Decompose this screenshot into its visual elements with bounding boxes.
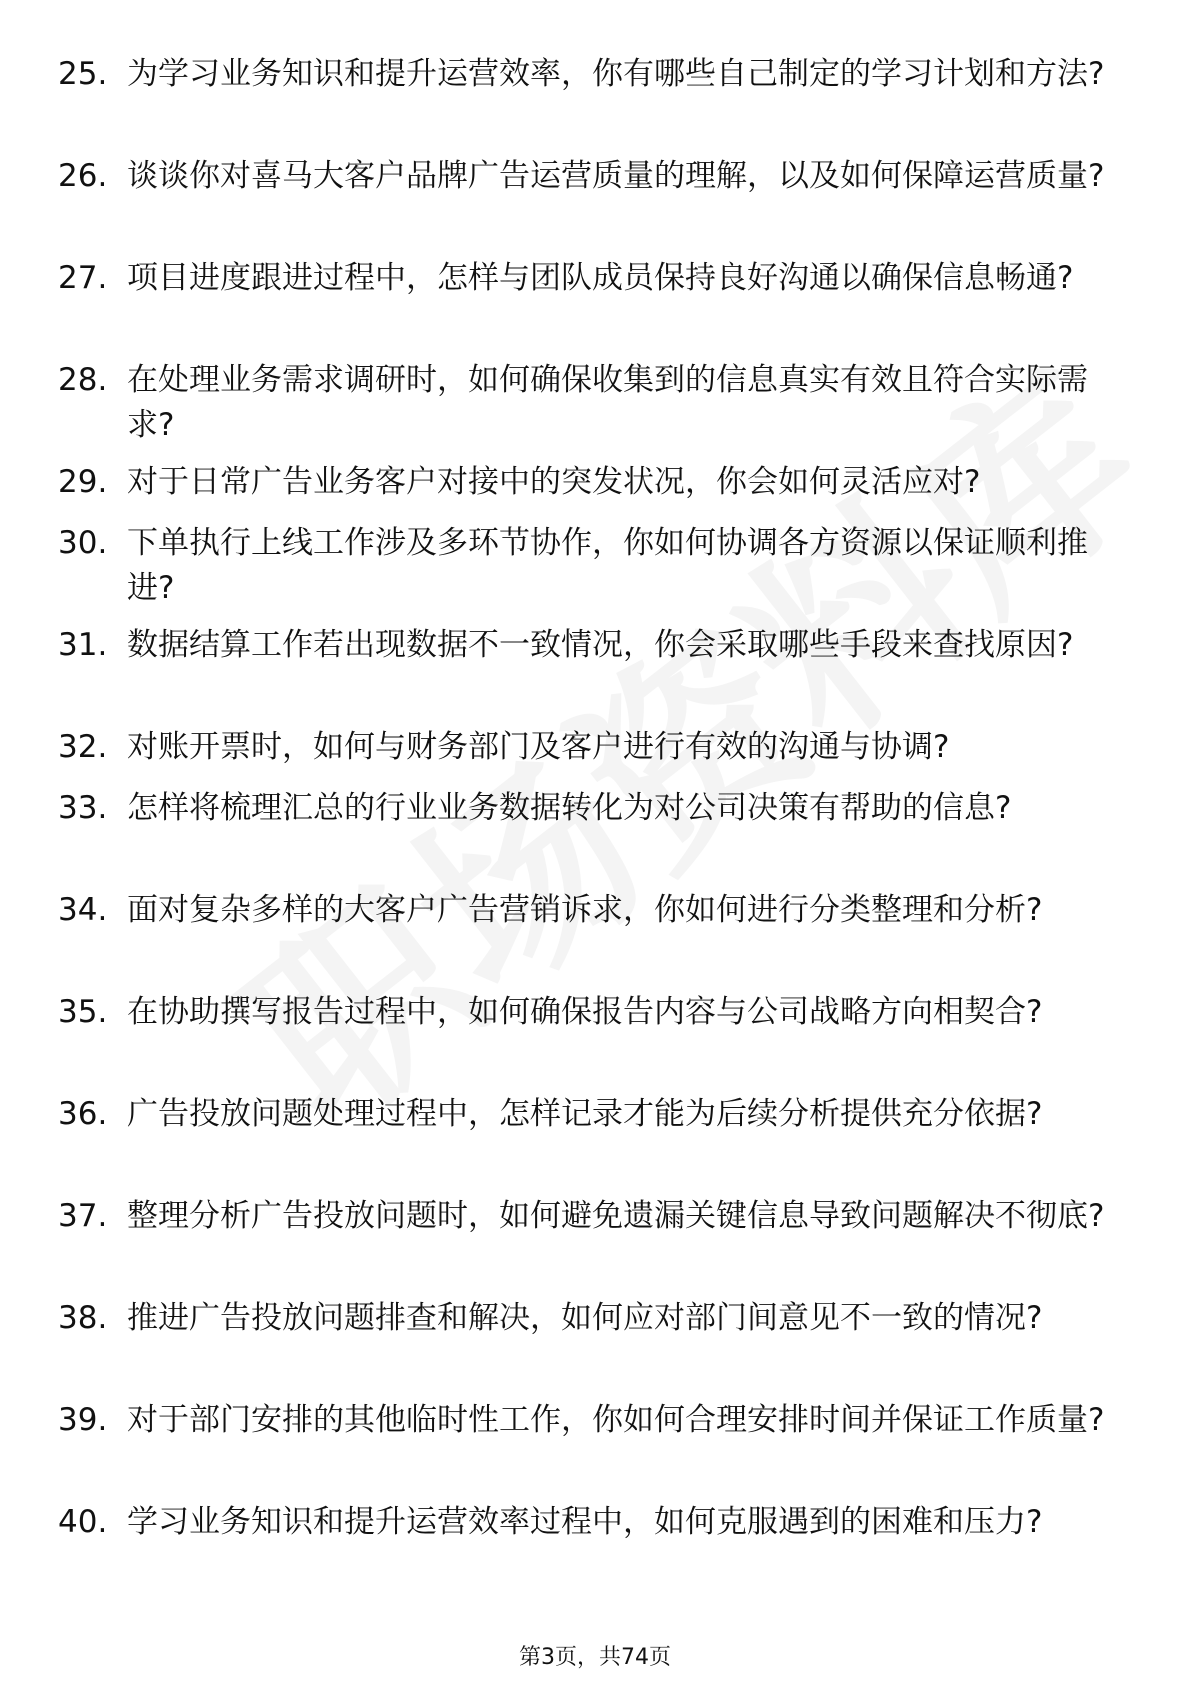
question-text: 在处理业务需求调研时，如何确保收集到的信息真实有效且符合实际需求? (127, 362, 1088, 443)
question-number: 33. (58, 790, 108, 826)
question-item (0, 1194, 1190, 1280)
question-text: 怎样将梳理汇总的行业业务数据转化为对公司决策有帮助的信息? (127, 790, 1012, 826)
question-list (0, 52, 1190, 1602)
question-item (0, 460, 1190, 505)
question-number: 27. (58, 260, 108, 296)
question-item (0, 1296, 1190, 1382)
question-item (0, 521, 1190, 607)
question-item (0, 888, 1190, 974)
question-item (0, 623, 1190, 709)
question-item (0, 1092, 1190, 1178)
question-text: 数据结算工作若出现数据不一致情况，你会采取哪些手段来查找原因? (127, 627, 1074, 663)
question-item (0, 154, 1190, 240)
question-number: 25. (58, 56, 108, 92)
question-text: 谈谈你对喜马大客户品牌广告运营质量的理解，以及如何保障运营质量? (127, 158, 1105, 194)
question-item (0, 990, 1190, 1076)
question-number: 30. (58, 525, 108, 561)
question-item (0, 786, 1190, 872)
question-item (0, 1398, 1190, 1484)
question-text: 下单执行上线工作涉及多环节协作，你如何协调各方资源以保证顺利推进? (127, 525, 1088, 606)
question-number: 36. (58, 1096, 108, 1132)
question-item (0, 725, 1190, 770)
question-text: 推进广告投放问题排查和解决，如何应对部门间意见不一致的情况? (127, 1300, 1043, 1336)
question-text: 学习业务知识和提升运营效率过程中，如何克服遇到的困难和压力? (127, 1504, 1043, 1540)
question-number: 32. (58, 729, 108, 765)
question-text: 在协助撰写报告过程中，如何确保报告内容与公司战略方向相契合? (127, 994, 1043, 1030)
question-item (0, 52, 1190, 138)
question-text: 整理分析广告投放问题时，如何避免遗漏关键信息导致问题解决不彻底? (127, 1198, 1105, 1234)
question-item (0, 1500, 1190, 1586)
question-number: 28. (58, 362, 108, 398)
question-number: 37. (58, 1198, 108, 1234)
question-text: 面对复杂多样的大客户广告营销诉求，你如何进行分类整理和分析? (127, 892, 1043, 928)
question-number: 39. (58, 1402, 108, 1438)
question-text: 为学习业务知识和提升运营效率，你有哪些自己制定的学习计划和方法? (127, 56, 1105, 92)
question-text: 对于部门安排的其他临时性工作，你如何合理安排时间并保证工作质量? (127, 1402, 1105, 1438)
question-number: 29. (58, 464, 108, 500)
question-number: 38. (58, 1300, 108, 1336)
question-number: 31. (58, 627, 108, 663)
question-number: 35. (58, 994, 108, 1030)
question-item (0, 358, 1190, 444)
question-text: 对于日常广告业务客户对接中的突发状况，你会如何灵活应对? (127, 464, 981, 500)
question-text: 项目进度跟进过程中，怎样与团队成员保持良好沟通以确保信息畅通? (127, 260, 1074, 296)
page-footer: 第3页，共74页 (519, 1645, 671, 1670)
question-text: 对账开票时，如何与财务部门及客户进行有效的沟通与协调? (127, 729, 950, 765)
question-number: 34. (58, 892, 108, 928)
question-text: 广告投放问题处理过程中，怎样记录才能为后续分析提供充分依据? (127, 1096, 1043, 1132)
question-number: 40. (58, 1504, 108, 1540)
question-number: 26. (58, 158, 108, 194)
question-item (0, 256, 1190, 342)
